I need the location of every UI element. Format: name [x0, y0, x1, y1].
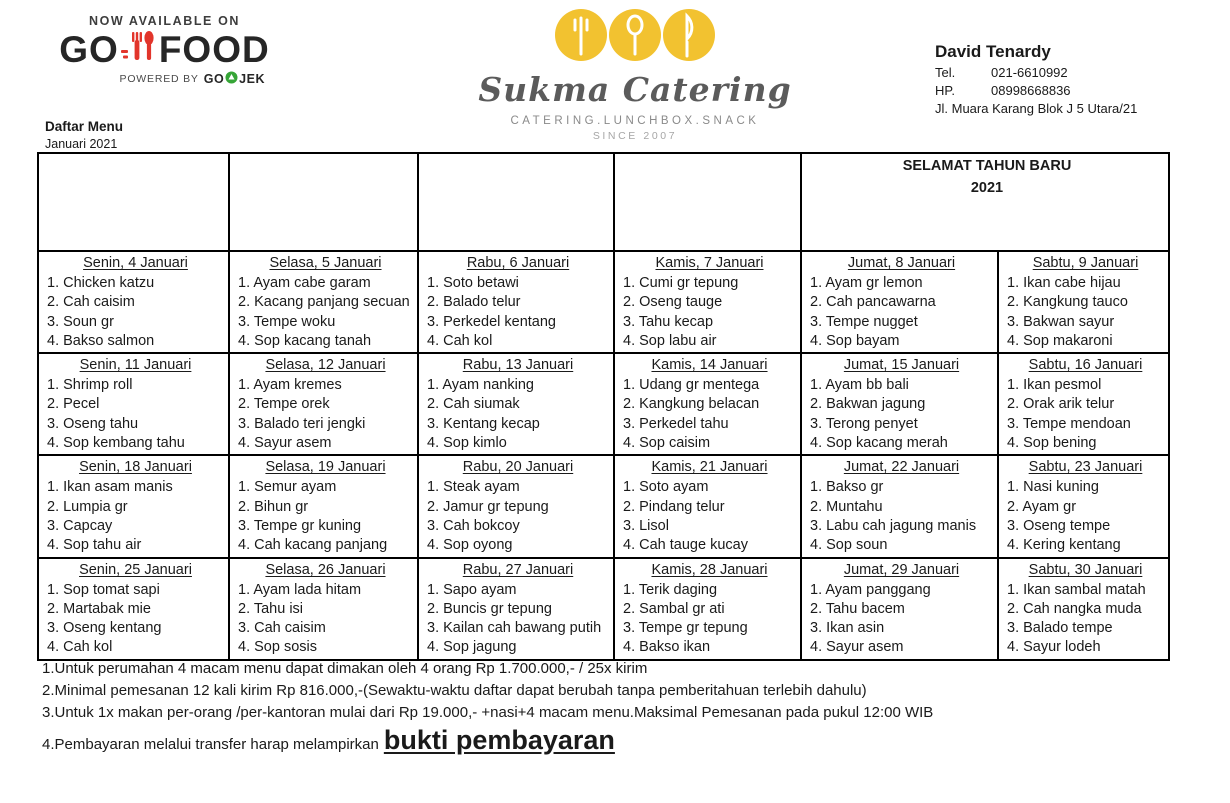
menu-day-title: Jumat, 22 Januari	[843, 459, 960, 476]
menu-item: 1. Ikan cabe hijau	[1007, 275, 1121, 291]
menu-item: 4. Cah tauge kucay	[623, 537, 748, 554]
menu-item: 4. Sayur asem	[238, 435, 332, 452]
menu-day-cell	[418, 251, 614, 353]
menu-day-cell	[801, 558, 998, 660]
menu-day-cell	[418, 455, 614, 557]
menu-item: 2. Muntahu	[810, 498, 883, 515]
menu-item: 2. Jamur gr tepung	[427, 498, 549, 515]
menu-day-cell	[229, 353, 418, 455]
menu-item: 1. Ayam lada hitam	[238, 581, 362, 598]
footer-notes	[42, 658, 1202, 756]
tel-label: Tel.	[935, 65, 956, 80]
menu-day-title: Kamis, 14 Januari	[651, 357, 768, 374]
menu-day-cell	[614, 455, 801, 557]
gojek-go-text: GO	[203, 72, 225, 86]
menu-item: 3. Balado teri jengki	[238, 415, 366, 432]
menu-item: 3. Oseng tempe	[1007, 517, 1111, 534]
menu-day-title: Sabtu, 30 Januari	[1028, 561, 1143, 578]
note-2: 2.Minimal pemesanan 12 kali kirim Rp 816.000,-(Sewaktu-waktu daftar dapat berubah tanpa pemberitahuan terlebih dahulu)	[42, 682, 867, 699]
gofood-logo-block	[52, 14, 277, 87]
menu-day-cell	[38, 251, 229, 353]
contact-block	[935, 43, 1205, 118]
menu-item: 3. Cah caisim	[238, 620, 326, 637]
contact-name: David Tenardy	[935, 42, 1051, 61]
menu-day-cell	[801, 455, 998, 557]
menu-item: 4. Sayur asem	[810, 639, 904, 656]
menu-day-title: Selasa, 19 Januari	[265, 459, 386, 476]
menu-day-title: Selasa, 12 Januari	[265, 357, 386, 374]
menu-item: 1. Chicken katzu	[47, 275, 155, 291]
menu-day-title: Sabtu, 23 Januari	[1028, 459, 1143, 476]
menu-item: 2. Oseng tauge	[623, 294, 723, 311]
menu-item: 1. Steak ayam	[427, 479, 520, 496]
menu-day-title: Rabu, 6 Januari	[466, 255, 570, 271]
tel-value: 021-6610992	[991, 65, 1068, 80]
menu-day-title: Sabtu, 9 Januari	[1032, 255, 1139, 271]
brand-name: Sukma Catering	[478, 70, 792, 109]
gojek-icon	[225, 71, 238, 87]
menu-item: 1. Sop tomat sapi	[47, 581, 160, 598]
menu-item: 3. Perkedel kentang	[427, 313, 556, 330]
hp-value: 08998668836	[991, 83, 1071, 98]
menu-day-cell	[38, 455, 229, 557]
menu-item: 4. Sop kacang tanah	[238, 332, 372, 349]
menu-item: 3. Balado tempe	[1007, 620, 1113, 637]
brand-since: SINCE 2007	[592, 130, 678, 142]
note-1: 1.Untuk perumahan 4 macam menu dapat dimakan oleh 4 orang Rp 1.700.000,- / 25x kirim	[42, 660, 648, 677]
menu-item: 2. Kacang panjang secuan	[238, 294, 410, 311]
menu-item: 3. Soun gr	[47, 313, 114, 330]
menu-item: 4. Sop soun	[810, 537, 888, 554]
menu-list-title: Daftar Menu	[45, 119, 124, 134]
empty-cell	[418, 153, 614, 251]
menu-item: 2. Cah pancawarna	[810, 294, 936, 311]
menu-item: 3. Labu cah jagung manis	[810, 517, 977, 534]
menu-item: 2. Sambal gr ati	[623, 600, 725, 617]
spoon-icon	[609, 9, 661, 61]
menu-item: 1. Sapo ayam	[427, 581, 517, 598]
menu-item: 3. Tempe woku	[238, 313, 336, 330]
fork-spoon-icon	[121, 29, 157, 69]
menu-item: 1. Ikan asam manis	[47, 479, 173, 496]
menu-day-title: Sabtu, 16 Januari	[1028, 357, 1143, 374]
menu-item: 1. Soto ayam	[623, 479, 709, 496]
utensil-circles-icon	[470, 8, 800, 69]
greeting-line1: SELAMAT TAHUN BARU	[902, 158, 1072, 174]
menu-item: 2. Bakwan jagung	[810, 396, 926, 413]
menu-day-title: Senin, 4 Januari	[83, 255, 188, 271]
knife-icon	[663, 9, 715, 61]
menu-item: 2. Bihun gr	[238, 498, 309, 515]
menu-item: 1. Terik daging	[623, 581, 718, 598]
menu-item: 2. Kangkung belacan	[623, 396, 760, 413]
menu-day-cell	[38, 353, 229, 455]
menu-day-title: Rabu, 13 Januari	[462, 357, 574, 374]
menu-day-cell	[614, 251, 801, 353]
menu-item: 4. Cah kol	[427, 332, 493, 349]
gojek-powered-line	[52, 71, 277, 87]
menu-item: 1. Semur ayam	[238, 479, 337, 496]
menu-item: 3. Oseng kentang	[47, 620, 162, 637]
menu-item: 4. Sayur lodeh	[1007, 639, 1101, 656]
menu-day-title: Senin, 11 Januari	[79, 357, 192, 374]
menu-item: 1. Ikan sambal matah	[1007, 581, 1146, 598]
brand-block	[470, 8, 800, 142]
menu-day-cell	[614, 558, 801, 660]
menu-item: 1. Shrimp roll	[47, 377, 133, 394]
menu-item: 2. Martabak mie	[47, 600, 151, 617]
brand-tagline: CATERING.LUNCHBOX.SNACK	[510, 115, 760, 127]
menu-item: 3. Oseng tahu	[47, 415, 139, 432]
menu-item: 2. Pecel	[47, 396, 100, 413]
menu-item: 1. Ayam bb bali	[810, 377, 909, 394]
menu-item: 1. Ayam kremes	[238, 377, 342, 394]
menu-item: 2. Tahu isi	[238, 600, 304, 617]
menu-item: 2. Tempe orek	[238, 396, 330, 413]
menu-list-period: Januari 2021	[45, 137, 118, 151]
menu-item: 3. Kentang kecap	[427, 415, 540, 432]
menu-item: 3. Perkedel tahu	[623, 415, 729, 432]
menu-item: 1. Bakso gr	[810, 479, 884, 496]
menu-item: 4. Cah kacang panjang	[238, 537, 388, 554]
menu-day-title: Kamis, 7 Januari	[655, 255, 764, 271]
menu-item: 3. Kailan cah bawang putih	[427, 620, 602, 637]
menu-week-row	[38, 558, 1169, 660]
menu-day-cell	[801, 353, 998, 455]
menu-table	[37, 152, 1170, 661]
menu-item: 3. Lisol	[623, 517, 669, 534]
menu-item: 4. Bakso salmon	[47, 332, 155, 349]
greeting-row	[38, 153, 1169, 251]
menu-day-title: Kamis, 28 Januari	[651, 561, 768, 578]
menu-day-title: Rabu, 27 Januari	[462, 561, 574, 578]
menu-item: 3. Tahu kecap	[623, 313, 714, 330]
menu-item: 4. Cah kol	[47, 639, 113, 656]
menu-item: 4. Sop caisim	[623, 435, 711, 452]
menu-item: 3. Cah bokcoy	[427, 517, 520, 534]
menu-item: 1. Ikan pesmol	[1007, 377, 1102, 394]
menu-item: 4. Sop kimlo	[427, 435, 507, 452]
menu-day-cell	[418, 558, 614, 660]
menu-item: 2. Cah caisim	[47, 294, 135, 311]
menu-day-cell	[614, 353, 801, 455]
menu-item: 4. Sop oyong	[427, 537, 513, 554]
menu-day-title: Rabu, 20 Januari	[462, 459, 574, 476]
powered-by-text: POWERED BY	[119, 73, 199, 85]
menu-item: 1. Cumi gr tepung	[623, 275, 739, 291]
empty-cell	[614, 153, 801, 251]
menu-day-title: Senin, 18 Januari	[79, 459, 192, 476]
menu-item: 3. Ikan asin	[810, 620, 885, 637]
menu-table-body	[38, 153, 1169, 660]
menu-day-title: Senin, 25 Januari	[79, 561, 192, 578]
menu-day-cell	[229, 455, 418, 557]
menu-item: 2. Lumpia gr	[47, 498, 128, 515]
menu-item: 4. Sop bening	[1007, 435, 1097, 452]
menu-item: 2. Orak arik telur	[1007, 396, 1115, 413]
gofood-go-text: GO	[59, 28, 119, 70]
greeting-line2: 2021	[970, 180, 1004, 196]
menu-day-title: Kamis, 21 Januari	[651, 459, 768, 476]
note-4	[42, 725, 1202, 756]
menu-item: 1. Udang gr mentega	[623, 377, 760, 394]
menu-day-cell	[229, 251, 418, 353]
menu-item: 3. Tempe gr kuning	[238, 517, 362, 534]
menu-week-row	[38, 251, 1169, 353]
menu-item: 1. Ayam nanking	[427, 377, 534, 394]
menu-day-cell	[998, 558, 1169, 660]
menu-item: 4. Sop bayam	[810, 332, 900, 349]
new-year-greeting	[801, 153, 1169, 251]
menu-day-title: Jumat, 8 Januari	[847, 255, 956, 271]
hp-label: HP.	[935, 83, 955, 98]
menu-item: 4. Sop labu air	[623, 332, 717, 349]
menu-item: 4. Bakso ikan	[623, 639, 711, 656]
contact-hp-row	[935, 82, 1205, 100]
gofood-food-text: FOOD	[158, 28, 270, 70]
note-4-prefix: 4.Pembayaran melalui transfer harap melampirkan	[42, 736, 379, 753]
menu-item: 2. Pindang telur	[623, 498, 725, 515]
menu-item: 1. Soto betawi	[427, 275, 519, 291]
fork-icon	[555, 9, 607, 61]
menu-item: 3. Tempe gr tepung	[623, 620, 748, 637]
menu-item: 3. Terong penyet	[810, 415, 918, 432]
menu-item: 1. Ayam panggang	[810, 581, 931, 598]
menu-item: 2. Kangkung tauco	[1007, 294, 1128, 311]
contact-tel-row	[935, 64, 1205, 82]
menu-day-cell	[998, 251, 1169, 353]
menu-item: 1. Nasi kuning	[1007, 479, 1099, 496]
menu-item: 1. Ayam gr lemon	[810, 275, 923, 291]
gofood-wordmark	[52, 29, 277, 69]
menu-item: 4. Sop jagung	[427, 639, 517, 656]
menu-day-title: Selasa, 5 Januari	[269, 255, 382, 271]
gofood-tagline: NOW AVAILABLE ON	[88, 14, 241, 28]
menu-item: 3. Tempe mendoan	[1007, 415, 1131, 432]
menu-item: 4. Sop sosis	[238, 639, 317, 656]
note-3: 3.Untuk 1x makan per-orang /per-kantoran mulai dari Rp 19.000,- +nasi+4 macam menu.Maksimal Pemesanan pada pukul 12:00 WIB	[42, 704, 934, 721]
menu-day-cell	[998, 455, 1169, 557]
menu-day-cell	[229, 558, 418, 660]
menu-day-title: Jumat, 29 Januari	[843, 561, 960, 578]
menu-day-cell	[418, 353, 614, 455]
menu-item: 4. Sop kacang merah	[810, 435, 948, 452]
empty-cell	[38, 153, 229, 251]
gojek-jek-text: JEK	[239, 72, 265, 86]
menu-day-cell	[38, 558, 229, 660]
menu-item: 4. Sop tahu air	[47, 537, 142, 554]
menu-day-title: Selasa, 26 Januari	[265, 561, 386, 578]
menu-item: 4. Sop kembang tahu	[47, 435, 185, 452]
menu-item: 2. Buncis gr tepung	[427, 600, 552, 617]
note-4-emphasis: bukti pembayaran	[383, 725, 615, 755]
menu-item: 4. Sop makaroni	[1007, 332, 1113, 349]
menu-item: 2. Balado telur	[427, 294, 521, 311]
menu-item: 4. Kering kentang	[1007, 537, 1121, 554]
menu-item: 2. Ayam gr	[1007, 498, 1077, 515]
menu-item: 2. Cah siumak	[427, 396, 520, 413]
menu-day-title: Jumat, 15 Januari	[843, 357, 960, 374]
menu-item: 3. Tempe nugget	[810, 313, 918, 330]
menu-item: 2. Cah nangka muda	[1007, 600, 1142, 617]
menu-item: 2. Tahu bacem	[810, 600, 905, 617]
menu-day-cell	[998, 353, 1169, 455]
menu-item: 1. Ayam cabe garam	[238, 275, 371, 291]
menu-item: 3. Capcay	[47, 517, 113, 534]
menu-week-row	[38, 353, 1169, 455]
menu-item: 3. Bakwan sayur	[1007, 313, 1115, 330]
menu-week-row	[38, 455, 1169, 557]
menu-day-cell	[801, 251, 998, 353]
empty-cell	[229, 153, 418, 251]
contact-address: Jl. Muara Karang Blok J 5 Utara/21	[935, 101, 1138, 116]
